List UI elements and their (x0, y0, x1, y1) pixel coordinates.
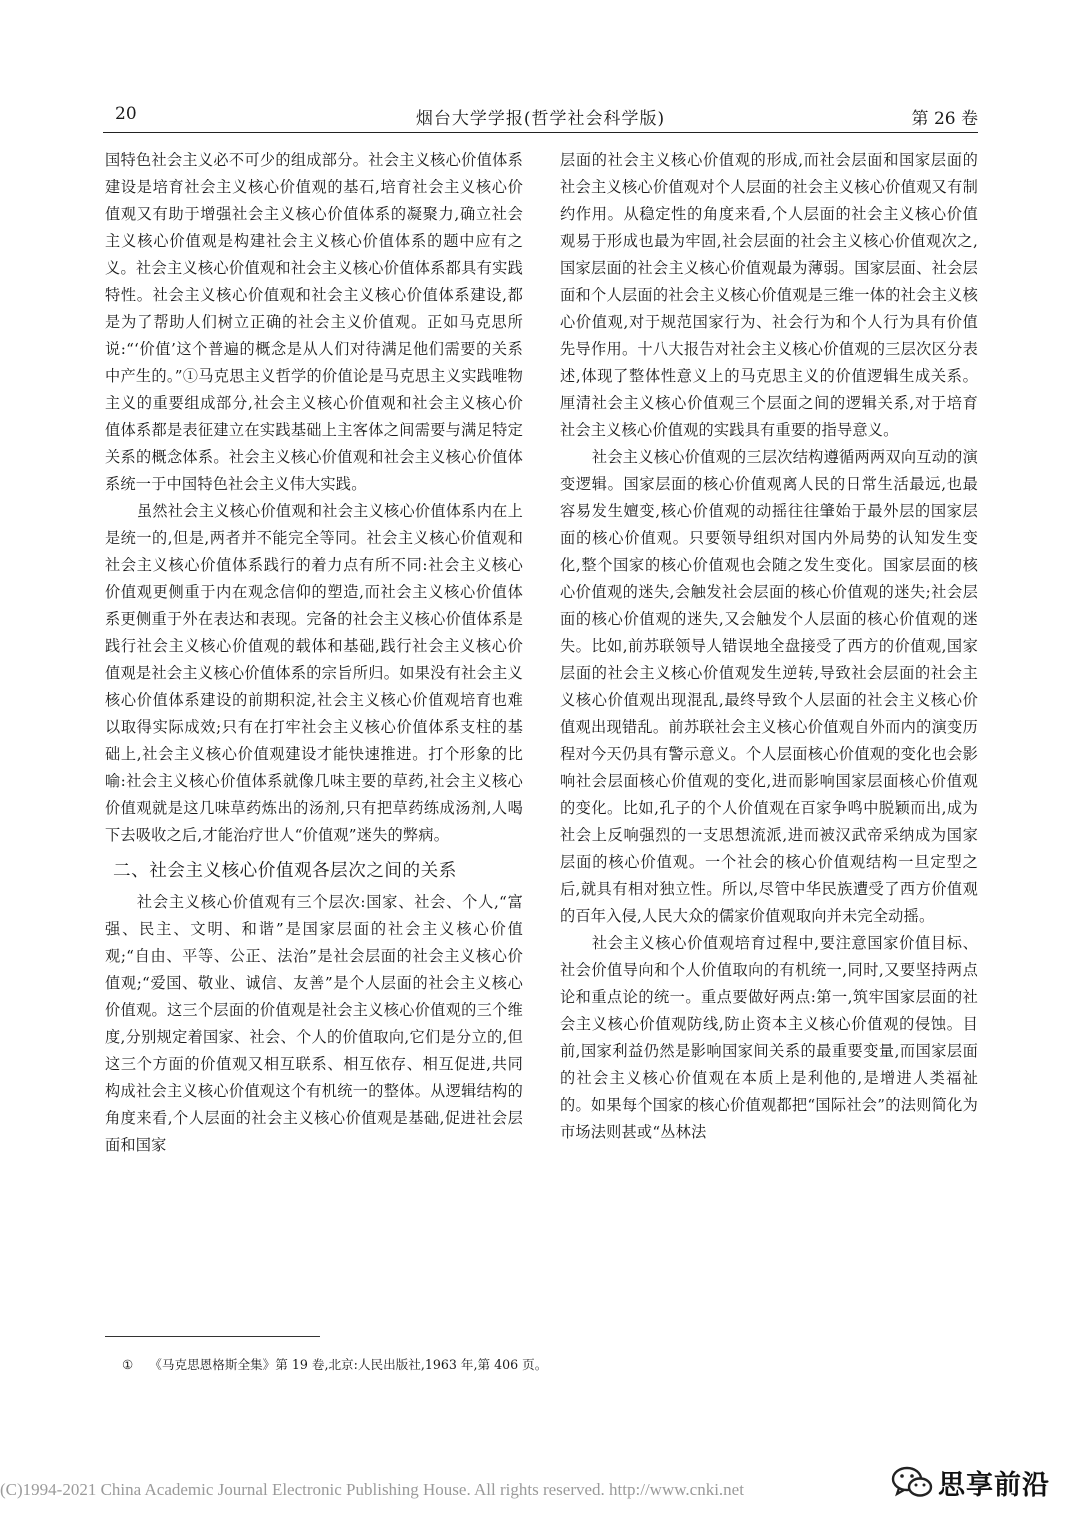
volume-label: 第 26 卷 (911, 109, 978, 129)
paragraph: 层面的社会主义核心价值观的形成,而社会层面和国家层面的社会主义核心价值观对个人层面的社会主义核心价值观又有制约作用。从稳定性的角度来看,个人层面的社会主义核心价值观易于形成也最为牢固,社会层面的社会主义核心价值观次之,国家层面的社会主义核心价值观最为薄弱。国家层面、社会层面和个人层面的社会主义核心价值观是三维一体的社会主义核心价值观,对于规范国家行为、社会行为和个人行为具有价值先导作用。十八大报告对社会主义核心价值观的三层次区分表述,体现了整体性意义上的马克思主义的价值逻辑生成关系。厘清社会主义核心价值观三个层面之间的逻辑关系,对于培育社会主义核心价值观的实践具有重要的指导意义。 (560, 151, 978, 439)
page-header (103, 100, 978, 133)
page-number: 20 (115, 104, 137, 124)
paragraph: 社会主义核心价值观培育过程中,要注意国家价值目标、社会价值导向和个人价值取向的有机统一,同时,又要坚持两点论和重点论的统一。重点要做好两点:第一,筑牢国家层面的社会主义核心价值观防线,防止资本主义核心价值观的侵蚀。目前,国家利益仍然是影响国家间关系的最重要变量,而国家层面的社会主义核心价值观在本质上是利他的,是增进人类福祉的。如果每个国家的核心价值观都把“国际社会”的法则简化为市场法则甚或“丛林法 (560, 934, 978, 1141)
wechat-icon (890, 1464, 934, 1500)
footnote-divider (105, 1336, 320, 1337)
footnote-mark: ① (122, 1357, 134, 1372)
right-column (560, 147, 978, 1146)
journal-title: 烟台大学学报(哲学社会科学版) (415, 109, 666, 129)
copyright-notice: (C)1994-2021 China Academic Journal Electronic Publishing House. All rights reserved. http://www.cnki.net (0, 1480, 744, 1499)
paragraph: 社会主义核心价值观的三层次结构遵循两两双向互动的演变逻辑。国家层面的核心价值观离人民的日常生活最远,也最容易发生嬗变,核心价值观的动摇往往肇始于最外层的国家层面的核心价值观。只要领导组织对国内外局势的认知发生变化,整个国家的核心价值观也会随之发生变化。国家层面的核心价值观的迷失,会触发社会层面的核心价值观的迷失;社会层面的核心价值观的迷失,又会触发个人层面的核心价值观的迷失。比如,前苏联领导人错误地全盘接受了西方的价值观,国家层面的社会主义核心价值观发生逆转,导致社会层面的社会主义核心价值观出现混乱,最终导致个人层面的社会主义核心价值观出现错乱。前苏联社会主义核心价值观自外而内的演变历程对今天仍具有警示意义。个人层面核心价值观的变化也会影响社会层面核心价值观的变化,进而影响国家层面核心价值观的变化。比如,孔子的个人价值观在百家争鸣中脱颖而出,成为社会上反响强烈的一支思想流派,进而被汉武帝采纳成为国家层面的核心价值观。一个社会的核心价值观结构一旦定型之后,就具有相对独立性。所以,尽管中华民族遭受了西方价值观的百年入侵,人民大众的儒家价值观取向并未完全动摇。 (560, 448, 978, 925)
paragraph: 虽然社会主义核心价值观和社会主义核心价值体系内在上是统一的,但是,两者并不能完全等同。社会主义核心价值观和社会主义核心价值体系践行的着力点有所不同:社会主义核心价值观更侧重于内在观念信仰的塑造,而社会主义核心价值体系更侧重于外在表达和表现。完备的社会主义核心价值体系是践行社会主义核心价值观的载体和基础,践行社会主义核心价值观是社会主义核心价值体系的宗旨所归。如果没有社会主义核心价值体系建设的前期积淀,社会主义核心价值观培育也难以取得实际成效;只有在打牢社会主义核心价值体系支柱的基础上,社会主义核心价值观建设才能快速推进。打个形象的比喻:社会主义核心价值体系就像几味主要的草药,社会主义核心价值观就是这几味草药炼出的汤剂,只有把草药练成汤剂,人喝下去吸收之后,才能治疗世人“价值观”迷失的弊病。 (105, 502, 523, 844)
footnote-text: 《马克思恩格斯全集》第 19 卷,北京:人民出版社,1963 年,第 406 页。 (149, 1357, 548, 1372)
section-heading: 二、社会主义核心价值观各层次之间的关系 (113, 861, 457, 881)
paragraph: 国特色社会主义必不可少的组成部分。社会主义核心价值体系建设是培育社会主义核心价值观的基石,培育社会主义核心价值观又有助于增强社会主义核心价值体系的凝聚力,确立社会主义核心价值观是构建社会主义核心价值体系的题中应有之义。社会主义核心价值观和社会主义核心价值体系都具有实践特性。社会主义核心价值观和社会主义核心价值体系建设,都是为了帮助人们树立正确的社会主义价值观。正如马克思所说:“‘价值’这个普遍的概念是从人们对待满足他们需要的关系中产生的。”①马克思主义哲学的价值论是马克思主义实践唯物主义的重要组成部分,社会主义核心价值观和社会主义核心价值体系都是表征建立在实践基础上主客体之间需要与满足特定关系的概念体系。社会主义核心价值观和社会主义核心价值体系统一于中国特色社会主义伟大实践。 (105, 151, 523, 493)
watermark (890, 1462, 1050, 1502)
footnote (122, 1354, 547, 1373)
watermark-text: 思享前沿 (938, 1469, 1050, 1501)
left-column (105, 147, 523, 1159)
paragraph: 社会主义核心价值观有三个层次:国家、社会、个人,“富强、民主、文明、和谐”是国家层面的社会主义核心价值观;“自由、平等、公正、法治”是社会层面的社会主义核心价值观;“爱国、敬业、诚信、友善”是个人层面的社会主义核心价值观。这三个层面的价值观是社会主义核心价值观的三个维度,分别规定着国家、社会、个人的价值取向,它们是分立的,但这三个方面的价值观又相互联系、相互依存、相互促进,共同构成社会主义核心价值观这个有机统一的整体。从逻辑结构的角度来看,个人层面的社会主义核心价值观是基础,促进社会层面和国家 (105, 893, 523, 1154)
